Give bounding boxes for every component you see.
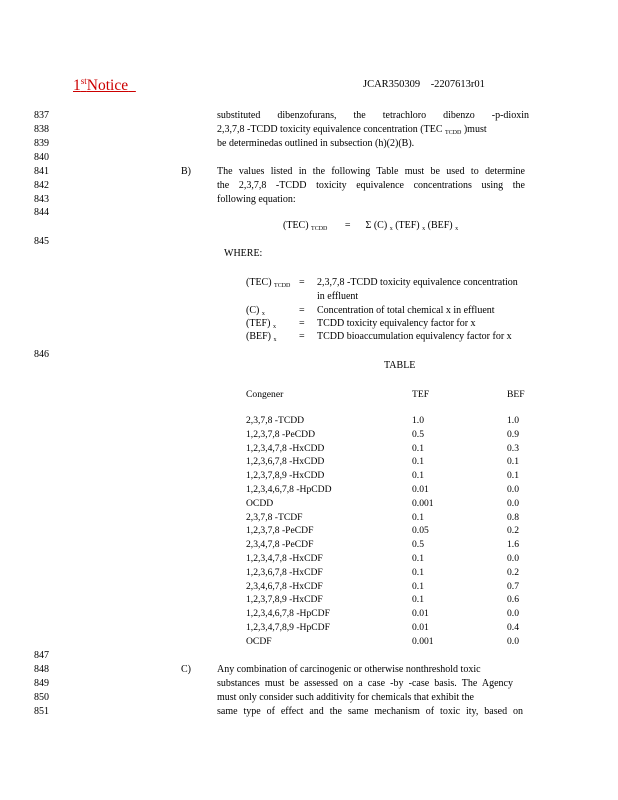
doc-rev: -2207613r01 xyxy=(430,79,485,90)
table-cell-tef: 0.01 xyxy=(412,622,429,633)
equation-lhs: (TEC) xyxy=(283,220,309,231)
table-cell-bef: 0.9 xyxy=(507,428,519,440)
definition-text: 2,3,7,8 -TCDD toxicity equivalence concentration xyxy=(317,277,518,288)
table-cell-congener: 2,3,7,8 -TCDD xyxy=(246,415,305,426)
table-cell-bef: 0.2 xyxy=(507,525,519,537)
notice-sup: st xyxy=(80,76,87,86)
table-cell-tef: 0.1 xyxy=(412,594,424,606)
table-cell-congener: 1,2,3,6,7,8 -HxCDD xyxy=(246,456,325,468)
table-cell-congener: 1,2,3,7,8,9 -HxCDF xyxy=(246,594,323,606)
table-cell-congener: 1,2,3,4,7,8 -HxCDD xyxy=(246,442,325,454)
section-b-line-3: following equation: xyxy=(217,194,296,205)
table-cell-bef: 0.0 xyxy=(507,484,519,495)
line-number: 850 xyxy=(34,692,49,703)
table-cell-tef: 0.1 xyxy=(412,553,424,564)
table-cell-tef: 0.1 xyxy=(412,580,424,592)
equation-lhs-subscript: TCDD xyxy=(311,226,328,232)
line-number: 837 xyxy=(34,110,49,121)
line-number: 839 xyxy=(34,138,49,149)
equation-subscript-x: x xyxy=(455,226,459,232)
table-cell-tef: 0.1 xyxy=(412,456,424,468)
table-cell-bef: 0.4 xyxy=(507,622,519,633)
equation-subscript-x: x xyxy=(389,226,393,232)
definition-term: (TEC) $_{TCDD}$ xyxy=(246,277,291,289)
section-b-line-1: The values listed in the following Table must be used to determine xyxy=(217,166,525,177)
line-number: 851 xyxy=(34,706,49,717)
table-cell-tef: 0.1 xyxy=(412,470,424,482)
equation-bef: (BEF) xyxy=(427,220,453,231)
table-cell-bef: 1.0 xyxy=(507,415,519,426)
table-cell-bef: 0.1 xyxy=(507,470,519,482)
table-cell-congener: 1,2,3,4,6,7,8 -HpCDD xyxy=(246,484,332,495)
paragraph-top-line-3: be determinedas outlined in subsection (h)(2)(B). xyxy=(217,138,415,149)
table-cell-congener: 2,3,4,6,7,8 -HxCDF xyxy=(246,580,323,592)
section-b-line-2: the 2,3,7,8 -TCDD toxicity equivalence concentrations using the xyxy=(217,180,525,191)
section-c-label: C) xyxy=(181,664,191,675)
paragraph-top-line-2-text: 2,3,7,8 -TCDD toxicity equivalence concentration (TEC xyxy=(217,124,443,135)
equation xyxy=(283,220,458,232)
section-c-line-1: Any combination of carcinogenic or otherwise nonthreshold toxic xyxy=(217,664,481,675)
definition-equals: = xyxy=(299,277,305,288)
table-cell-congener: 2,3,7,8 -TCDF xyxy=(246,511,303,523)
paragraph-top-line-2 xyxy=(217,124,533,136)
table-cell-congener: OCDF xyxy=(246,635,272,647)
table-cell-bef: 0.0 xyxy=(507,635,519,647)
table-cell-bef: 1.6 xyxy=(507,539,519,551)
line-number: 849 xyxy=(34,678,49,689)
table-cell-congener: 1,2,3,4,7,8 -HxCDF xyxy=(246,553,323,564)
table-cell-tef: 0.1 xyxy=(412,511,424,523)
table-cell-congener: 1,2,3,7,8 -PeCDD xyxy=(246,428,316,440)
table-cell-tef: 0.5 xyxy=(412,428,424,440)
table-cell-bef: 0.0 xyxy=(507,553,519,564)
paragraph-top-line-2-tail: )must xyxy=(463,124,487,135)
section-b-label: B) xyxy=(181,166,191,177)
table-header-tef: TEF xyxy=(412,389,430,400)
table-cell-tef: 0.001 xyxy=(412,497,434,509)
line-number: 847 xyxy=(34,650,49,661)
table-cell-tef: 0.1 xyxy=(412,442,424,454)
table-cell-congener: 1,2,3,7,8 -PeCDF xyxy=(246,525,314,537)
section-c-line-4: same type of effect and the same mechanism of toxic ity, based on xyxy=(217,706,523,717)
document-id xyxy=(363,79,485,90)
definition-term: (BEF) $_x$ xyxy=(246,331,277,343)
definition-equals: = xyxy=(299,331,305,342)
table-cell-tef: 0.5 xyxy=(412,539,424,551)
table-cell-bef: 0.2 xyxy=(507,566,519,578)
line-number: 842 xyxy=(34,180,49,191)
table-title: TABLE xyxy=(384,360,416,371)
equation-sum: Σ (C) xyxy=(365,220,388,231)
definition-text: TCDD toxicity equivalency factor for x xyxy=(317,318,476,329)
table-cell-tef: 0.01 xyxy=(412,484,429,495)
table-cell-bef: 0.0 xyxy=(507,497,519,509)
table-cell-bef: 0.0 xyxy=(507,608,519,620)
table-cell-tef: 0.1 xyxy=(412,566,424,578)
table-cell-congener: 1,2,3,7,8,9 -HxCDD xyxy=(246,470,325,482)
definition-text: in effluent xyxy=(317,291,359,302)
line-number: 848 xyxy=(34,664,49,675)
table-cell-congener: 2,3,4,7,8 -PeCDF xyxy=(246,539,314,551)
line-number: 840 xyxy=(34,152,49,163)
line-number: 844 xyxy=(34,207,49,218)
table-cell-congener: 1,2,3,6,7,8 -HxCDF xyxy=(246,566,323,578)
table-cell-tef: 0.05 xyxy=(412,525,429,537)
notice-word: Notice xyxy=(86,77,129,94)
table-header-congener: Congener xyxy=(246,389,284,400)
notice-number: 1 xyxy=(73,77,81,94)
tec-subscript: TCDD xyxy=(445,130,462,136)
table-cell-bef: 0.6 xyxy=(507,594,519,606)
definition-term: (C) $_x$ xyxy=(246,305,265,317)
line-number: 843 xyxy=(34,194,49,205)
section-c-line-2: substances must be assessed on a case -by -case basis. The Agency xyxy=(217,678,513,689)
equation-subscript-x: x xyxy=(422,226,426,232)
table-cell-congener: OCDD xyxy=(246,497,274,509)
table-cell-tef: 0.001 xyxy=(412,635,434,647)
table-header-bef: BEF xyxy=(507,389,525,400)
table-cell-bef: 0.3 xyxy=(507,442,519,454)
line-number: 838 xyxy=(34,124,49,135)
table-cell-bef: 0.7 xyxy=(507,580,519,592)
definition-term: (TEF) $_x$ xyxy=(246,318,276,330)
table-cell-tef: 0.01 xyxy=(412,608,429,620)
definition-equals: = xyxy=(299,318,305,329)
doc-id: JCAR350309 xyxy=(363,79,421,90)
definition-equals: = xyxy=(299,305,305,316)
definition-text: TCDD bioaccumulation equivalency factor for x xyxy=(317,331,512,342)
where-label: WHERE: xyxy=(224,248,263,259)
table-cell-congener: 1,2,3,4,7,8,9 -HpCDF xyxy=(246,622,330,633)
definition-text: Concentration of total chemical x in effluent xyxy=(317,305,495,316)
section-c-line-3: must only consider such additivity for chemicals that exhibit the xyxy=(217,692,474,703)
line-number: 846 xyxy=(34,349,49,360)
table-cell-bef: 0.8 xyxy=(507,511,519,523)
table-cell-congener: 1,2,3,4,6,7,8 -HpCDF xyxy=(246,608,330,620)
equation-tef: (TEF) xyxy=(395,220,420,231)
line-number: 841 xyxy=(34,166,49,177)
notice-label xyxy=(73,76,136,95)
paragraph-top-line-1: substituted dibenzofurans, the tetrachloro dibenzo -p-dioxin xyxy=(217,110,529,121)
table-cell-tef: 1.0 xyxy=(412,415,424,426)
table-cell-bef: 0.1 xyxy=(507,456,519,468)
equation-equals: = xyxy=(344,220,351,231)
line-number: 845 xyxy=(34,236,49,247)
